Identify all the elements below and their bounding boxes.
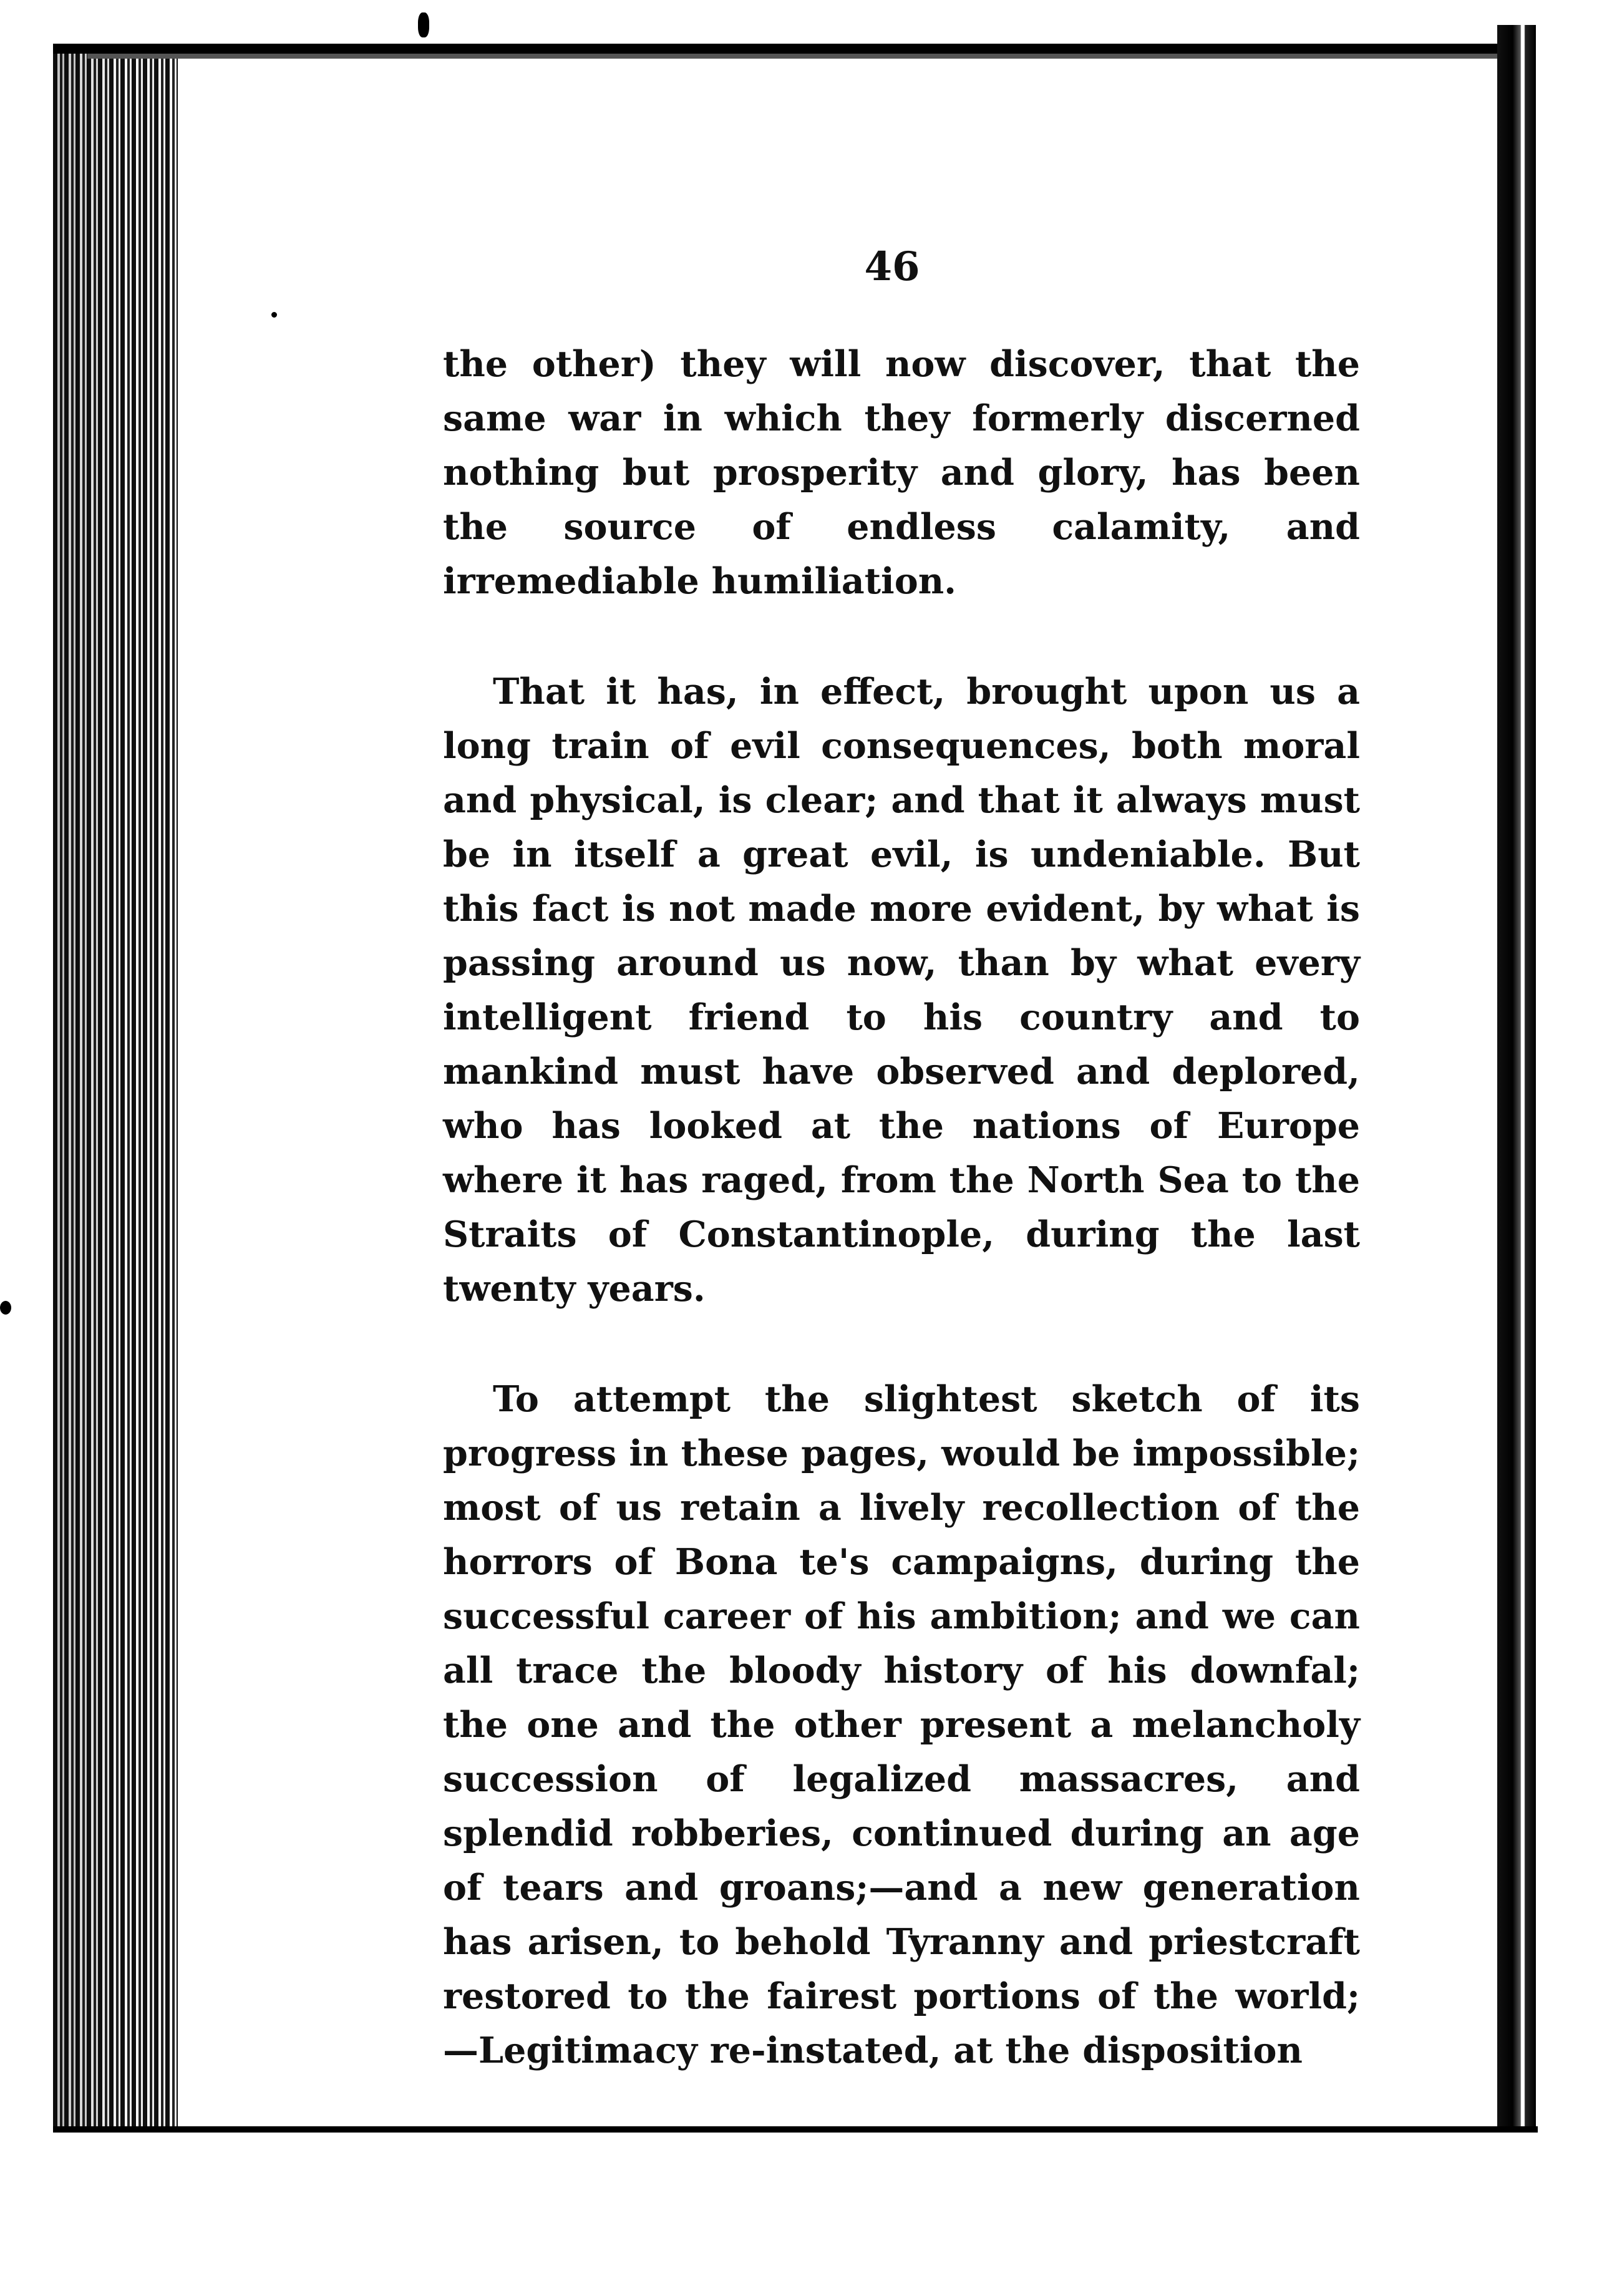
book-page-edges	[53, 44, 178, 2128]
scan-speck	[271, 312, 277, 318]
page-number: 46	[864, 243, 920, 290]
paragraph-3: To attempt the slightest sketch of its progress in these pages, would be impossible; most of us retain a lively recollection of the horrors of Bona te's campaigns, during the successful career of his ambition; and we can all trace the bloody history of his downfal; the one and the other present a melancholy succession of legalized massacres, and splendid robberies, continued during an age of tears and groans;—and a new generation has arisen, to behold Tyranny and priestcraft restored to the fairest portions of the world;—Legitimacy re-instated, at the disposition	[443, 1378, 1360, 2071]
book-gutter	[1497, 25, 1536, 2128]
scan-speck	[0, 1301, 11, 1315]
body-text	[443, 337, 1360, 2134]
book-top-edge	[53, 44, 1513, 54]
paragraph-1: the other) they will now discover, that the same war in which they formerly discerned nothing but prosperity and glory, has been the source of endless calamity, and irremediable humiliation.	[443, 343, 1360, 602]
scan-margin	[1536, 0, 1612, 2296]
paragraph-2: That it has, in effect, brought upon us a long train of evil consequences, both moral and physical, is clear; and that it always must be in itself a great evil, is undeniable. But this fact is not made more evident, by what is passing around us now, than by what every intelligent friend to his country and to mankind must have observed and deplored, who has looked at the nations of Europe where it has raged, from the North Sea to the Straits of Constantinople, during the last twenty years.	[443, 671, 1360, 1310]
scan-speck	[418, 12, 429, 37]
book-top-edge-shadow	[87, 54, 1516, 59]
